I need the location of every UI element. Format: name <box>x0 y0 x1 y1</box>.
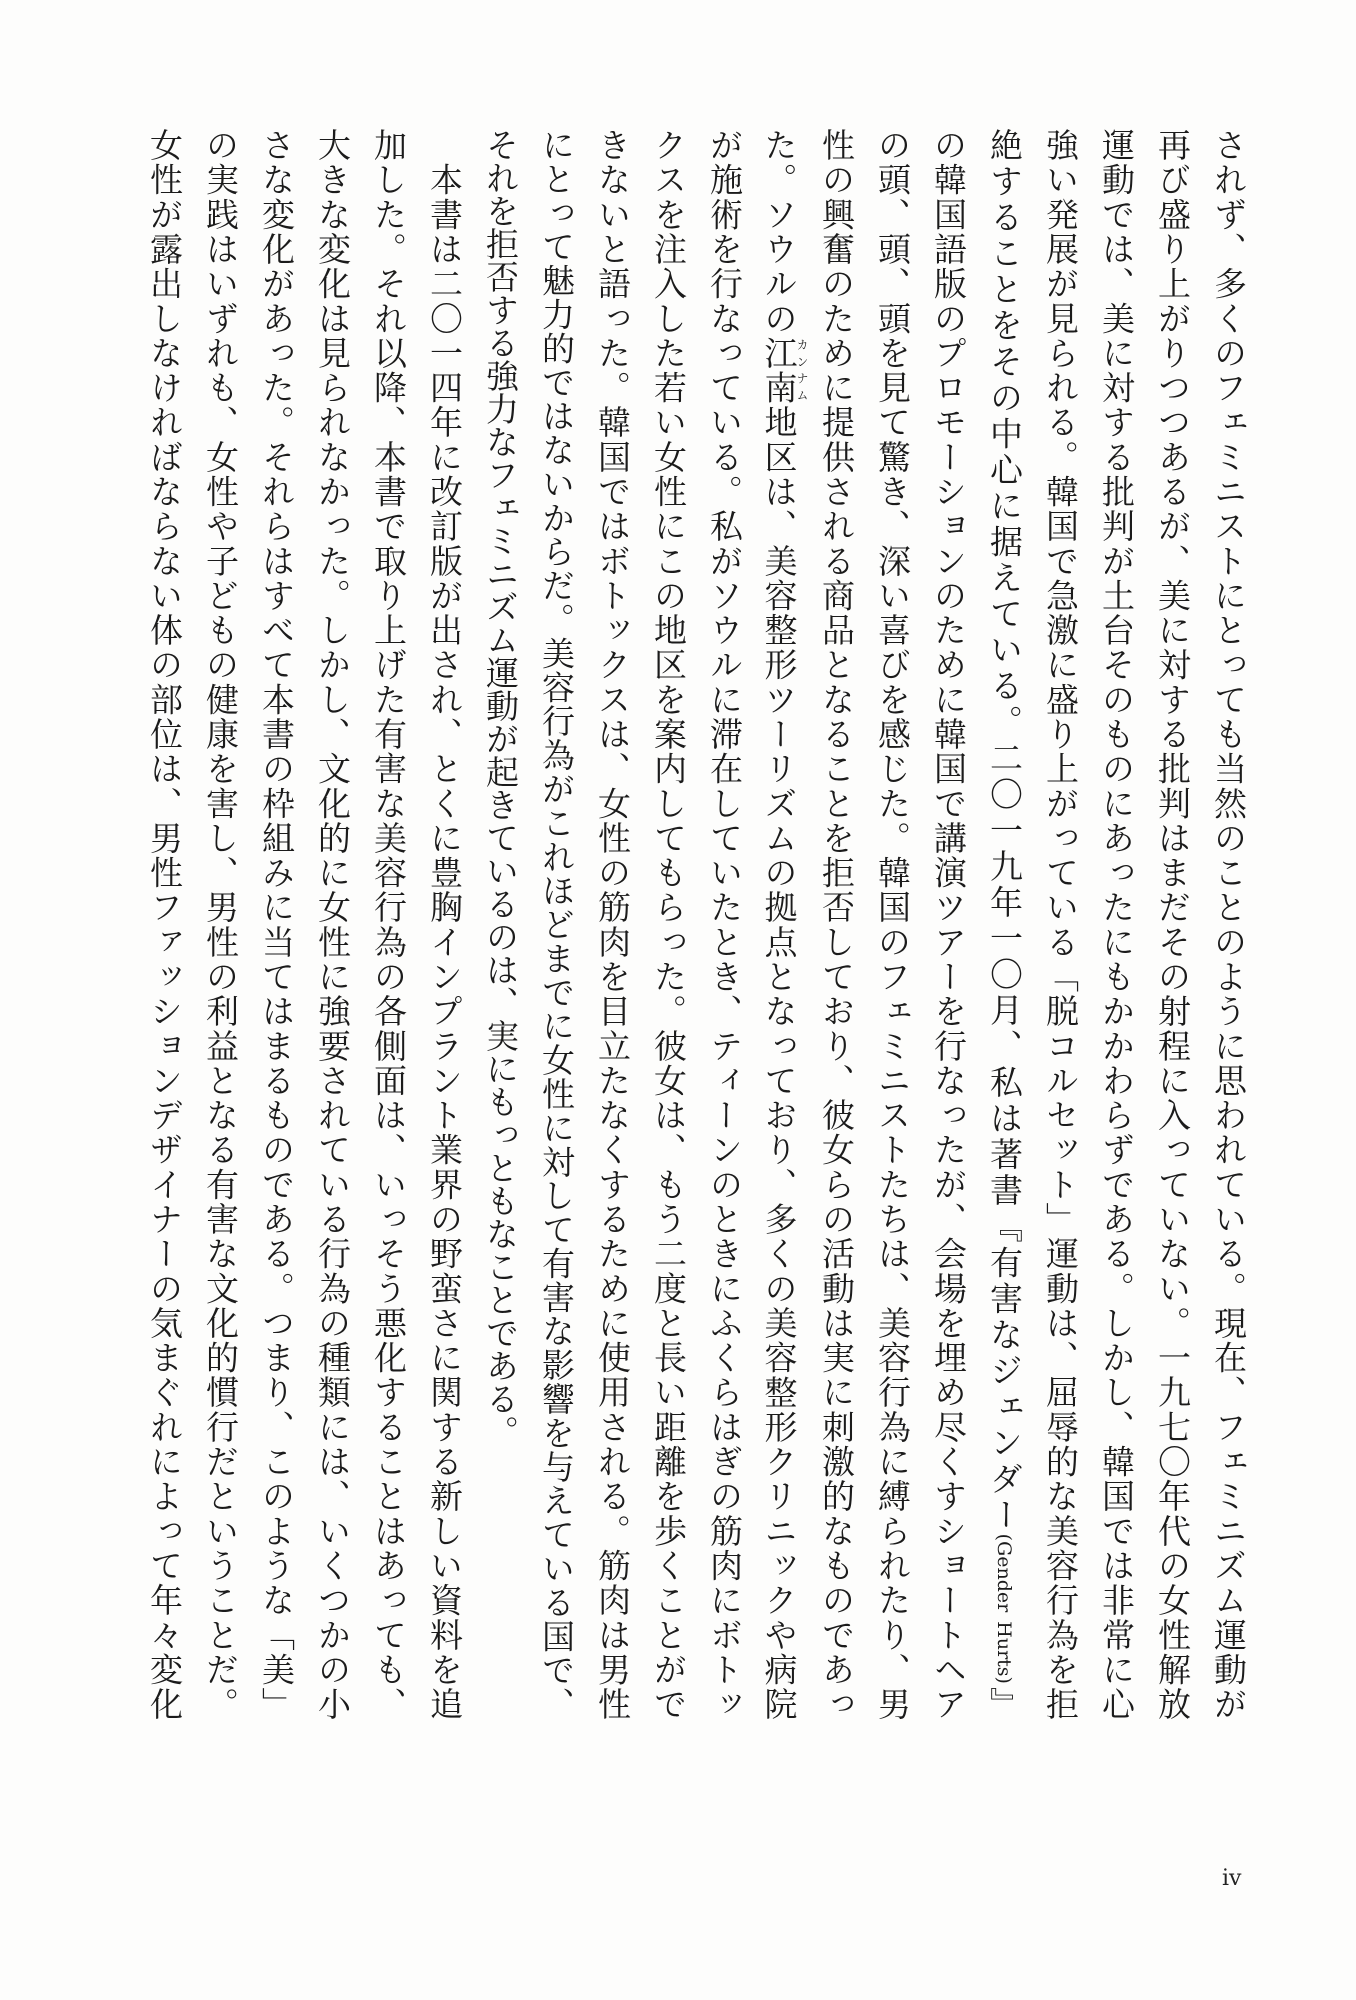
text-line: にとって魅力的ではないからだ。美容行為がこれほどまでに女性に対して有害な影響を与えている国で、 <box>537 128 576 1720</box>
text-line: の韓国語版のプロモーションのために韓国で講演ツアーを行なったが、会場を埋め尽くすショートヘア <box>929 128 968 1720</box>
text-line: 女性が露出しなければならない体の部位は、男性ファッションデザイナーの気まぐれによって年々変化 <box>145 128 184 1720</box>
furigana-annotation <box>759 335 809 406</box>
text-line <box>752 128 808 1720</box>
text-line: きないと語った。韓国ではボトックスは、女性の筋肉を目立たなくするために使用される。筋肉は男性 <box>593 128 632 1720</box>
ruby-reading: カンナム <box>795 335 809 404</box>
text-segment: た。ソウルの <box>759 128 799 336</box>
text-line: 強い発展が見られる。韓国で急激に盛り上がっている「脱コルセット」運動は、屈辱的な美容行為を拒 <box>1041 128 1080 1720</box>
text-line: さな変化があった。それらはすべて本書の枠組みに当てはまるものである。つまり、このような「美」 <box>257 128 296 1720</box>
text-line: クスを注入した若い女性にこの地区を案内してもらった。彼女は、もう二度と長い距離を歩くことがで <box>649 128 688 1720</box>
text-line: 性の興奮のために提供される商品となることを拒否しており、彼女らの活動は実に刺激的なものであっ <box>817 128 856 1720</box>
text-line: 加した。それ以降、本書で取り上げた有害な美容行為の各側面は、いっそう悪化することはあっても、 <box>369 128 408 1720</box>
text-line: 運動では、美に対する批判が土台そのものにあったにもかかわらずである。しかし、韓国では非常に心 <box>1097 128 1136 1720</box>
text-line: されず、多くのフェミニストにとっても当然のことのように思われている。現在、フェミニズム運動が <box>1209 128 1248 1720</box>
text-segment: 』 <box>985 1683 1024 1720</box>
text-segment: 絶することをその中心に据えている。二〇一九年一〇月、私は著書『有害なジェンダー <box>985 128 1024 1534</box>
text-line: が施術を行なっている。私がソウルに滞在していたとき、ティーンのときにふくらはぎの筋肉にボトッ <box>705 128 744 1720</box>
ruby-base: 江南 <box>759 335 799 406</box>
text-line: 再び盛り上がりつつあるが、美に対する批判はまだその射程に入っていない。一九七〇年代の女性解放 <box>1153 128 1192 1720</box>
vertical-text-block <box>136 128 1256 1720</box>
page-number: iv <box>1222 1866 1242 1891</box>
latin-book-title: (Gender Hurts) <box>993 1533 1015 1684</box>
text-segment: 地区は、美容整形ツーリズムの拠点となっており、多くの美容整形クリニックや病院 <box>759 405 799 1720</box>
text-line: の実践はいずれも、女性や子どもの健康を害し、男性の利益となる有害な文化的慣行だということだ。 <box>201 128 240 1720</box>
text-line: 大きな変化は見られなかった。しかし、文化的に女性に強要されている行為の種類には、いくつかの小 <box>313 128 352 1720</box>
text-line <box>976 128 1032 1720</box>
text-line: の頭、頭、頭を見て驚き、深い喜びを感じた。韓国のフェミニストたちは、美容行為に縛られたり、男 <box>873 128 912 1720</box>
paragraph-start-line: 本書は二〇一四年に改訂版が出され、とくに豊胸インプラント業界の野蛮さに関する新しい資料を追 <box>425 128 464 1720</box>
text-line: それを拒否する強力なフェミニズム運動が起きているのは、実にもっともなことである。 <box>481 128 520 1448</box>
